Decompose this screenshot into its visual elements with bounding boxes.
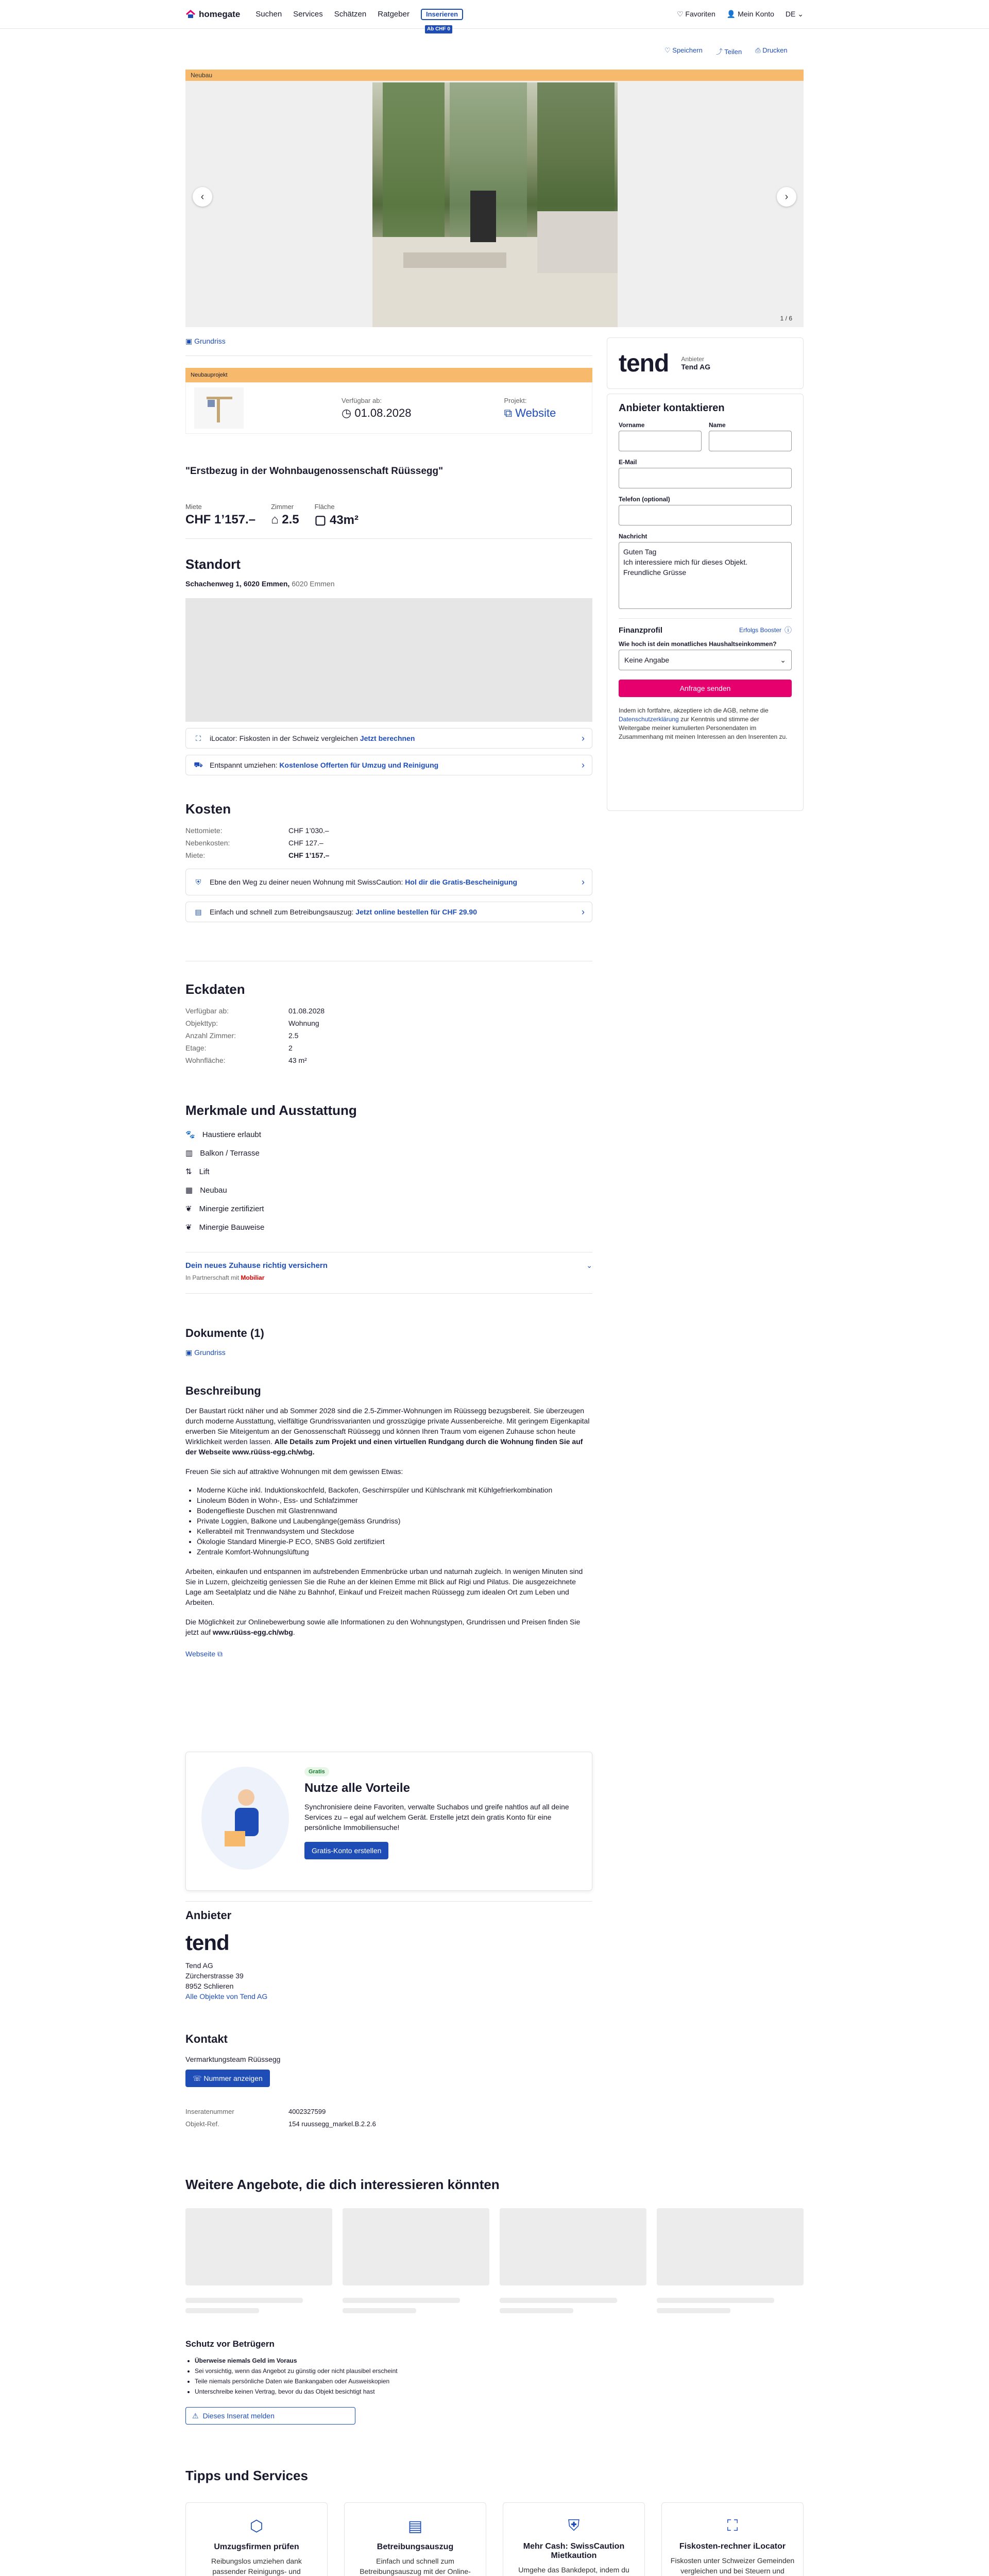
firstname-input[interactable] xyxy=(619,431,702,451)
elevator-icon: ⇅ xyxy=(185,1167,192,1176)
website-label: Website xyxy=(515,406,556,419)
description-list xyxy=(197,1485,592,1557)
list-item: • Überweise niemals Geld im Voraus xyxy=(195,2355,598,2366)
listing-photo[interactable] xyxy=(372,82,618,327)
moving-offers-link[interactable] xyxy=(185,755,592,775)
keydata-value: 2.5 xyxy=(288,1031,299,1040)
kpi-area xyxy=(315,503,359,528)
document-icon: ▣ xyxy=(185,1348,193,1357)
tend-logo: tend xyxy=(185,1930,229,1955)
documents-section xyxy=(185,1327,592,1357)
promo-card xyxy=(185,1752,592,1891)
privacy-link[interactable]: Datenschutzerklärung xyxy=(619,716,679,723)
description-text: . xyxy=(293,1628,295,1636)
keydata-row xyxy=(185,1029,592,1042)
phone-input[interactable] xyxy=(619,505,792,526)
fraud-section xyxy=(185,2339,598,2425)
description-text: Der Baustart rückt näher und ab Sommer 2028 sind die 2.5-Zimmer-Wohnungen im Rüüssegg bezugsbereit. Sie überzeugen durch moderne Ausstattung, vielfältige Grundrissvarianten und grosszügige private Aussenbereiche. Mit geringem Eigenkapital erwerben Sie Miteigentum an der Genossenschaft Rüüssegg und können Ihren Traum vom eigenen Zuhause schon heute Wirklichkeit werden lassen. xyxy=(185,1406,590,1446)
photo-illustration xyxy=(372,82,618,327)
mobiliar-logo: Mobiliar xyxy=(241,1274,265,1281)
sidebar-provider xyxy=(607,337,804,389)
tip-card[interactable] xyxy=(344,2502,486,2576)
tip-text: Reibungslos umziehen dank passender Reinigungs- und xyxy=(211,2557,302,2575)
address-line: 8952 Schlieren xyxy=(185,1982,234,1990)
listing-title-block xyxy=(185,466,592,528)
keydata-section xyxy=(185,981,592,1066)
share-label: Teilen xyxy=(724,48,742,56)
chevron-right-icon: › xyxy=(582,759,585,770)
keydata-row xyxy=(185,1005,592,1017)
cost-value: CHF 1’157.– xyxy=(288,851,330,859)
available-label: Verfügbar ab: xyxy=(342,396,382,404)
chevron-down-icon: ⌄ xyxy=(586,1261,592,1269)
header-right xyxy=(677,10,804,19)
tend-logo: tend xyxy=(619,349,669,377)
shield-icon: ⛨ xyxy=(568,2517,580,2534)
costs-title: Kosten xyxy=(185,801,231,817)
document-icon: ▤ xyxy=(407,2518,423,2535)
description-paragraph xyxy=(185,1405,592,1457)
address-city: 6020 Emmen xyxy=(289,580,335,588)
website-label: Webseite xyxy=(185,1650,216,1658)
create-account-button[interactable]: Gratis-Konto erstellen xyxy=(304,1842,388,1859)
offers-skeleton-row xyxy=(185,2208,804,2313)
site-header xyxy=(0,0,989,32)
chevron-left-icon: ‹ xyxy=(200,191,204,202)
message-textarea[interactable]: Guten Tag Ich interessiere mich für dieses Objekt. Freundliche Grüsse xyxy=(619,542,792,609)
insurance-title: Dein neues Zuhause richtig versichern xyxy=(185,1261,328,1270)
keydata-key: Etage: xyxy=(185,1044,207,1052)
debt-text: Einfach und schnell zum Betreibungsauszug: xyxy=(210,908,356,916)
divider xyxy=(185,355,592,356)
show-number-label: Nummer anzeigen xyxy=(203,2074,263,2082)
consent-text xyxy=(619,706,792,741)
contact-team: Vermarktungsteam Rüüssegg xyxy=(185,2055,281,2063)
fraud-list xyxy=(195,2355,598,2397)
offer-skeleton xyxy=(500,2208,646,2313)
listing-actions xyxy=(664,46,788,56)
area-value: 43m² xyxy=(329,513,359,527)
deposit-text: Ebne den Weg zu deiner neuen Wohnung mit SwissCaution: xyxy=(210,878,405,886)
reference-row xyxy=(185,2118,592,2130)
tip-title: Mehr Cash: SwissCaution Mietkaution xyxy=(523,2542,625,2560)
message-label: Nachricht xyxy=(619,533,647,540)
list-item: • Zentrale Komfort-Wohnungslüftung xyxy=(197,1547,592,1557)
list-item: • Sei vorsichtig, wenn das Angebot zu günstig oder nicht plausibel erscheint xyxy=(195,2366,598,2376)
leaf-icon: ❦ xyxy=(185,1223,192,1232)
keydata-value: 2 xyxy=(288,1044,293,1052)
keydata-key: Anzahl Zimmer: xyxy=(185,1031,236,1040)
description-title: Beschreibung xyxy=(185,1384,261,1397)
form-title: Anbieter kontaktieren xyxy=(619,402,725,414)
print-button[interactable] xyxy=(755,46,787,56)
feature-item xyxy=(185,1200,592,1218)
location-section xyxy=(185,556,592,782)
listing-number-label: Inseratenummer xyxy=(185,2108,234,2115)
chevron-right-icon: › xyxy=(785,191,789,202)
move-text: Entspannt umziehen: xyxy=(210,761,280,769)
balcony-icon: ▥ xyxy=(185,1149,193,1158)
cost-value: CHF 127.– xyxy=(288,839,323,847)
project-logo xyxy=(194,387,244,429)
print-label: Drucken xyxy=(762,46,788,54)
reference-label: Objekt-Ref. xyxy=(185,2120,219,2128)
tax-link: Jetzt berechnen xyxy=(360,734,415,742)
more-offers-title: Weitere Angebote, die dich interessieren könnten xyxy=(185,2177,500,2192)
insert-badge: Ab CHF 0 xyxy=(425,25,452,33)
promo-badge: Gratis xyxy=(304,1767,329,1776)
email-label: E-Mail xyxy=(619,459,637,466)
provider-all-listings-link[interactable]: Alle Objekte von Tend AG xyxy=(185,1992,268,2001)
crane-icon xyxy=(203,393,234,423)
report-label: Dieses Inserat melden xyxy=(202,2412,275,2420)
income-select[interactable] xyxy=(619,650,792,670)
building-icon: ▦ xyxy=(185,1186,193,1195)
floorplan-label: Grundriss xyxy=(194,337,226,345)
map-placeholder[interactable] xyxy=(185,598,592,722)
box-icon: ⬡ xyxy=(249,2518,264,2535)
floorplan-link[interactable] xyxy=(185,337,592,346)
deposit-link-label: Hol dir die Gratis-Bescheinigung xyxy=(405,878,518,886)
cost-key: Nettomiete: xyxy=(185,826,223,835)
heart-icon: ♡ xyxy=(676,10,684,18)
nav-schaetzen[interactable]: Schätzen xyxy=(334,10,367,19)
promo-text: Synchronisiere deine Favoriten, verwalte Suchabos und greife nahtlos auf all deine Services zu – egal auf welchem Gerät. Erstelle jetzt dein gratis Konto für eine persönliche Immobiliensuche! xyxy=(304,1803,569,1832)
lastname-label: Name xyxy=(709,421,726,429)
phone-label: Telefon (optional) xyxy=(619,496,670,503)
move-link: Kostenlose Offerten für Umzug und Reinigung xyxy=(279,761,439,769)
contact-title: Kontakt xyxy=(185,2032,228,2045)
chevron-right-icon: › xyxy=(582,733,585,743)
shield-icon: ⛨ xyxy=(195,877,201,886)
promo-title: Nutze alle Vorteile xyxy=(304,1781,410,1795)
listing-number: 4002327599 xyxy=(288,2108,326,2115)
feature-label: Minergie zertifiziert xyxy=(199,1205,264,1213)
gallery-next-button[interactable] xyxy=(777,187,796,207)
keydata-row xyxy=(185,1017,592,1029)
nav-suchen[interactable]: Suchen xyxy=(255,10,282,19)
keydata-value: 43 m² xyxy=(288,1056,307,1064)
keydata-key: Verfügbar ab: xyxy=(185,1007,229,1015)
rent-value: CHF 1’157.– xyxy=(185,513,256,527)
feature-label: Lift xyxy=(199,1167,210,1176)
list-item: • Unterschreibe keinen Vertrag, bevor du das Objekt besichtigt hast xyxy=(195,2386,598,2397)
address-street: Schachenweg 1, 6020 Emmen, xyxy=(185,580,290,588)
income-value: Keine Angabe xyxy=(624,656,670,664)
consent-part: Indem ich fortfahre, akzeptiere ich die AGB, nehme die xyxy=(619,707,769,714)
list-item: • Ökologie Standard Minergie-P ECO, SNBS Gold zertifiziert xyxy=(197,1536,592,1547)
project-label: Projekt: xyxy=(504,396,527,404)
provider-title: Anbieter xyxy=(185,1909,232,1922)
insert-button[interactable] xyxy=(421,9,463,32)
account-link[interactable] xyxy=(727,10,774,19)
website-link[interactable] xyxy=(185,1649,592,1659)
homegate-logo[interactable] xyxy=(185,9,240,20)
website-link[interactable] xyxy=(504,406,556,420)
divider xyxy=(185,538,592,539)
share-icon: ⤴ xyxy=(715,48,723,56)
divider xyxy=(185,1901,592,1902)
costs-section xyxy=(185,801,592,928)
chevron-right-icon: › xyxy=(582,876,585,887)
debt-link-label: Jetzt online bestellen für CHF 29.90 xyxy=(355,908,478,916)
consent-part: zur Kenntnis und stimme der Weitergabe meiner kumulierten Personendaten im Zusammenhang mit meinen Interessen an den Inserenten zu. xyxy=(619,716,788,740)
finance-title: Finanzprofil xyxy=(619,625,662,635)
documents-title: Dokumente (1) xyxy=(185,1327,264,1340)
map-icon: ⛶ xyxy=(196,734,201,742)
show-number-button[interactable] xyxy=(185,2070,270,2087)
tip-text: Umgehe das Bankdepot, indem du xyxy=(518,2566,629,2574)
location-title: Standort xyxy=(185,556,241,572)
feature-label: Haustiere erlaubt xyxy=(202,1130,261,1139)
feature-label: Balkon / Terrasse xyxy=(200,1149,260,1158)
house-icon xyxy=(185,9,196,20)
kpi-rooms xyxy=(271,503,299,528)
provider-section xyxy=(185,1909,592,2002)
divider xyxy=(185,1293,592,1294)
nav-services[interactable]: Services xyxy=(293,10,323,19)
keydata-key: Wohnfläche: xyxy=(185,1056,226,1064)
description-highlight: Alle Details zum Projekt und einen virtuellen Rundgang durch die Wohnung finden Sie auf der Webseite www.rüüss-egg.ch/wbg. xyxy=(185,1437,583,1456)
external-link-icon: ⧉ xyxy=(217,1650,223,1658)
send-request-button[interactable]: Anfrage senden xyxy=(619,680,792,697)
debt-extract-link[interactable] xyxy=(185,902,592,922)
rooms-value: 2.5 xyxy=(282,513,299,527)
provider-label: Anbieter xyxy=(681,355,705,363)
cost-row xyxy=(185,824,592,837)
provider-name: Tend AG xyxy=(681,363,711,371)
keydata-title: Eckdaten xyxy=(185,981,245,997)
document-icon: ▤ xyxy=(195,907,202,916)
rooms-label: Zimmer xyxy=(271,503,294,511)
keydata-row xyxy=(185,1042,592,1054)
paw-icon: 🐾 xyxy=(185,1130,195,1139)
listing-number-row xyxy=(185,2106,592,2118)
lastname-input[interactable] xyxy=(709,431,792,451)
firstname-label: Vorname xyxy=(619,421,645,429)
share-button[interactable] xyxy=(716,46,742,56)
keydata-value: Wohnung xyxy=(288,1019,319,1027)
feature-item xyxy=(185,1163,592,1181)
phone-icon: ☏ xyxy=(193,2074,202,2082)
favorites-label: Favoriten xyxy=(685,10,715,18)
tip-text: Einfach und schnell zum Betreibungsauszug mit der Online- xyxy=(360,2557,471,2575)
list-item: • Private Loggien, Balkone und Laubengänge(gemäss Grundriss) xyxy=(197,1516,592,1526)
description-paragraph: Arbeiten, einkaufen und entspannen im aufstrebenden Emmenbrücke urban und naturnah zugleich. In wenigen Minuten sind Sie in Luzern, gleichzeitig geniessen Sie die Ruhe an der kleinen Emme mit Blick auf Rigi und Pilatus. Die ausgezeichnete Lage am Seetalplatz und die Nähe zu Bahnhof, Einkauf und Freizeit machen Rüüssegg zum idealen Ort zum Leben und Arbeiten. xyxy=(185,1567,583,1606)
insurance-accordion[interactable] xyxy=(185,1261,592,1281)
kpi-row xyxy=(185,503,592,528)
tip-title: Umzugsfirmen prüfen xyxy=(214,2543,299,2551)
info-icon[interactable]: ⓘ xyxy=(785,626,792,634)
feature-item xyxy=(185,1181,592,1200)
finance-booster-link[interactable]: Erfolgs Booster xyxy=(739,626,781,634)
language-switch[interactable] xyxy=(786,10,804,19)
project-card xyxy=(185,368,592,434)
income-question: Wie hoch ist dein monatliches Haushaltseinkommen? xyxy=(619,640,777,648)
truck-icon: ⛟ xyxy=(194,760,203,769)
gallery-counter: 1 / 6 xyxy=(780,315,792,322)
leaf-icon: ❦ xyxy=(185,1205,192,1213)
feature-item xyxy=(185,1126,592,1144)
chevron-down-icon: ⌄ xyxy=(797,10,804,18)
user-icon: 👤 xyxy=(726,10,736,18)
cost-key: Miete: xyxy=(185,851,206,859)
description-highlight: www.rüüss-egg.ch/wbg xyxy=(212,1628,293,1636)
list-item: • Bodengeflieste Duschen mit Glastrennwand xyxy=(197,1505,592,1516)
description-section xyxy=(185,1386,592,1659)
account-label: Mein Konto xyxy=(738,10,774,18)
address-line: Zürcherstrasse 39 xyxy=(185,1972,244,1980)
more-offers-section xyxy=(185,2177,804,2313)
tip-text: Fiskosten unter Schweizer Gemeinden vergleichen und bei Steuern und xyxy=(670,2556,795,2575)
image-gallery[interactable] xyxy=(185,70,804,327)
contact-form xyxy=(607,394,804,811)
partner-label: In Partnerschaft mit xyxy=(185,1274,240,1281)
favorites-link[interactable] xyxy=(677,10,715,19)
report-listing-button[interactable] xyxy=(185,2407,355,2425)
offer-skeleton xyxy=(657,2208,804,2313)
gallery-prev-button[interactable] xyxy=(193,187,212,207)
kpi-rent xyxy=(185,503,255,528)
tips-title: Tipps und Services xyxy=(185,2468,308,2483)
offer-skeleton xyxy=(343,2208,489,2313)
document-icon: ▣ xyxy=(185,337,193,345)
insert-label: Inserieren xyxy=(425,10,458,18)
new-build-tag: Neubau xyxy=(185,70,804,81)
logo-text: homegate xyxy=(199,9,241,19)
tax-calc-link[interactable] xyxy=(185,728,592,749)
list-item: • Teile niemals persönliche Daten wie Bankangaben oder Ausweiskopien xyxy=(195,2376,598,2386)
features-section xyxy=(185,1103,592,1237)
tip-title: Fiskosten-rechner iLocator xyxy=(679,2542,786,2551)
tip-card[interactable] xyxy=(185,2502,328,2576)
feature-label: Neubau xyxy=(200,1186,227,1195)
chevron-right-icon: › xyxy=(582,906,585,917)
tax-text: iLocator: Fiskosten in der Schweiz vergleichen xyxy=(210,734,360,742)
map-icon: ⛶ xyxy=(727,2517,738,2534)
list-item: • Moderne Küche inkl. Induktionskochfeld, Backofen, Geschirrspüler und Kühlschrank mit Kühlgefrierkombination xyxy=(197,1485,592,1495)
tip-title: Betreibungsauszug xyxy=(377,2543,454,2551)
document-label: Grundriss xyxy=(194,1348,226,1357)
reference-value: 154 ruussegg_markel.B.2.2.6 xyxy=(288,2120,376,2128)
contact-section xyxy=(185,2032,592,2130)
promo-person-icon xyxy=(214,1782,276,1854)
keydata-key: Objekttyp: xyxy=(185,1019,218,1027)
fraud-title: Schutz vor Betrügern xyxy=(185,2339,275,2349)
list-item: • Linoleum Böden in Wohn-, Ess- und Schlafzimmer xyxy=(197,1495,592,1505)
offer-skeleton xyxy=(185,2208,332,2313)
feature-item xyxy=(185,1218,592,1237)
project-badge: Neubauprojekt xyxy=(185,368,592,382)
description-paragraph: Freuen Sie sich auf attraktive Wohnungen mit dem gewissen Etwas: xyxy=(185,1467,403,1476)
available-date: 01.08.2028 xyxy=(354,406,412,419)
rent-label: Miete xyxy=(185,503,202,511)
cost-key: Nebenkosten: xyxy=(185,839,230,847)
provider-address xyxy=(185,1960,592,2002)
features-title: Merkmale und Ausstattung xyxy=(185,1103,357,1118)
area-label: Fläche xyxy=(314,503,335,511)
feature-item xyxy=(185,1144,592,1163)
chevron-down-icon: ⌄ xyxy=(780,655,786,664)
area-icon: ▢ xyxy=(314,513,327,527)
tips-section xyxy=(185,2468,804,2576)
external-link-icon: ⧉ xyxy=(504,406,513,419)
deposit-link[interactable] xyxy=(185,869,592,895)
heart-icon: ♡ xyxy=(664,46,671,54)
cost-row xyxy=(185,849,592,861)
listing-title: "Erstbezug in der Wohnbaugenossenschaft Rüüssegg" xyxy=(185,466,444,477)
description-paragraph xyxy=(185,1617,592,1637)
description-text: Die Möglichkeit zur Onlinebewerbung sowie alle Informationen zu den Wohnungstypen, Grundrissen und Preisen finden Sie jetzt auf xyxy=(185,1618,581,1636)
main-nav xyxy=(255,10,410,19)
document-item[interactable] xyxy=(185,1348,592,1357)
tip-card[interactable] xyxy=(503,2502,645,2576)
tip-card[interactable] xyxy=(661,2502,804,2576)
keydata-row xyxy=(185,1054,592,1066)
language-label: DE xyxy=(785,10,796,18)
print-icon: ⎙ xyxy=(755,46,761,54)
address-line: Tend AG xyxy=(185,1961,213,1970)
cost-row xyxy=(185,837,592,849)
nav-ratgeber[interactable]: Ratgeber xyxy=(378,10,410,19)
list-item: • Kellerabteil mit Trennwandsystem und Steckdose xyxy=(197,1526,592,1536)
calendar-icon: ◷ xyxy=(342,406,352,419)
house-icon: ⌂ xyxy=(271,513,279,527)
save-button[interactable] xyxy=(664,46,703,56)
keydata-value: 01.08.2028 xyxy=(288,1007,325,1015)
promo-illustration xyxy=(201,1767,289,1870)
cost-value: CHF 1’030.– xyxy=(288,826,329,835)
save-label: Speichern xyxy=(672,46,703,54)
warning-icon: ⚠ xyxy=(192,2411,199,2420)
feature-label: Minergie Bauweise xyxy=(199,1223,265,1232)
email-input[interactable] xyxy=(619,468,792,488)
